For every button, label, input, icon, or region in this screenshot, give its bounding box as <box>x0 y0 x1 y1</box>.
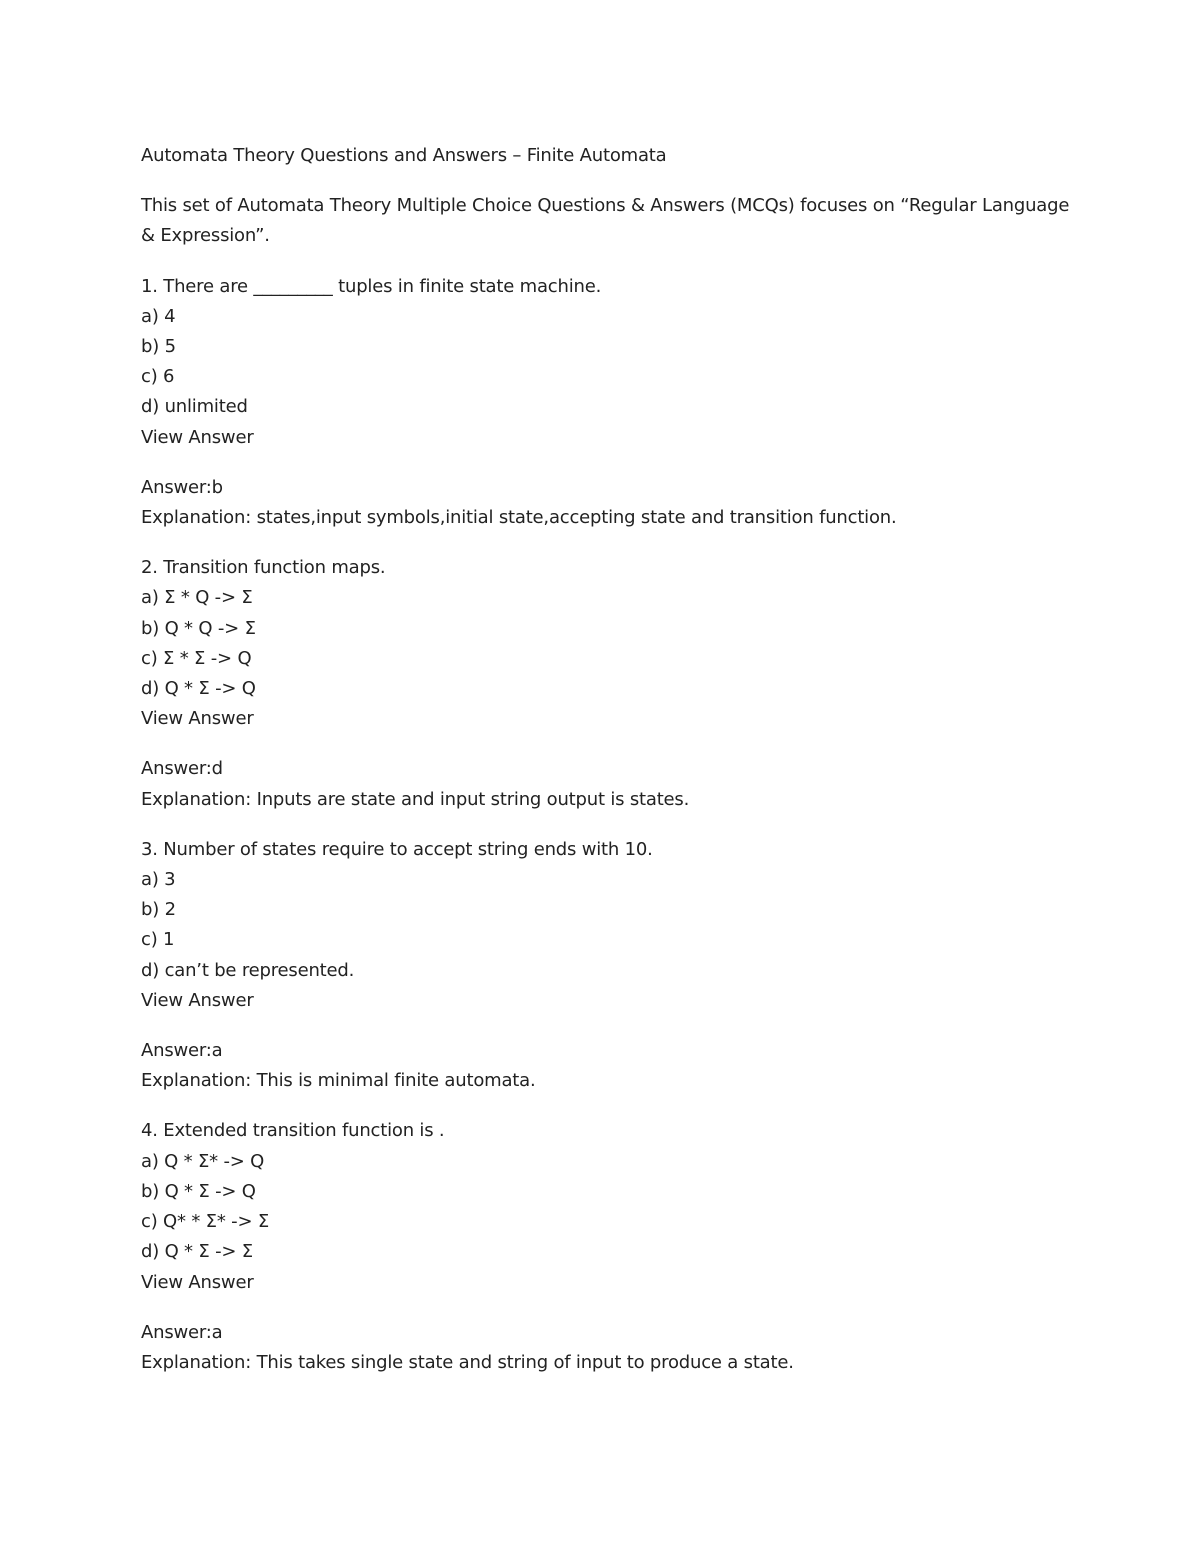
question-block-4 <box>141 1116 1071 1378</box>
option-a: a) Σ * Q -> Σ <box>141 587 253 609</box>
spacer <box>141 171 1071 191</box>
option-d: d) can’t be represented. <box>141 959 355 981</box>
option-a: a) Q * Σ* -> Q <box>141 1150 265 1172</box>
answer-text: Answer:d <box>141 758 223 780</box>
view-answer-link[interactable]: View Answer <box>141 989 254 1011</box>
question-text: 3. Number of states require to accept string ends with 10. <box>141 838 653 860</box>
option-c: c) 6 <box>141 366 175 388</box>
view-answer-link[interactable]: View Answer <box>141 708 254 730</box>
spacer <box>141 252 1071 272</box>
option-c: c) 1 <box>141 929 175 951</box>
spacer <box>141 1298 1071 1318</box>
explanation-text: Explanation: This is minimal finite automata. <box>141 1070 536 1092</box>
option-b: b) 2 <box>141 899 176 921</box>
spacer <box>141 815 1071 835</box>
option-a: a) 3 <box>141 869 176 891</box>
question-text: 2. Transition function maps. <box>141 557 386 579</box>
option-a: a) 4 <box>141 305 176 327</box>
spacer <box>141 453 1071 473</box>
option-d: d) Q * Σ -> Σ <box>141 1241 253 1263</box>
option-c: c) Q* * Σ* -> Σ <box>141 1211 270 1233</box>
explanation-text: Explanation: Inputs are state and input string output is states. <box>141 788 690 810</box>
explanation-text: Explanation: states,input symbols,initial state,accepting state and transition function. <box>141 507 897 529</box>
question-block-1 <box>141 272 1071 534</box>
option-b: b) Q * Σ -> Q <box>141 1180 256 1202</box>
view-answer-link[interactable]: View Answer <box>141 426 254 448</box>
spacer <box>141 533 1071 553</box>
question-text: 1. There are _________ tuples in finite state machine. <box>141 275 602 297</box>
question-text: 4. Extended transition function is . <box>141 1120 445 1142</box>
option-d: d) Q * Σ -> Q <box>141 678 256 700</box>
question-block-2 <box>141 553 1071 815</box>
spacer <box>141 1096 1071 1116</box>
question-block-3 <box>141 835 1071 1097</box>
answer-text: Answer:b <box>141 476 223 498</box>
option-b: b) Q * Q -> Σ <box>141 617 256 639</box>
spacer <box>141 1016 1071 1036</box>
answer-text: Answer:a <box>141 1040 223 1062</box>
spacer <box>141 734 1071 754</box>
document-page <box>141 141 1071 1378</box>
option-b: b) 5 <box>141 336 176 358</box>
document-title: Automata Theory Questions and Answers – Finite Automata <box>141 145 667 166</box>
view-answer-link[interactable]: View Answer <box>141 1271 254 1293</box>
option-c: c) Σ * Σ -> Q <box>141 647 252 669</box>
answer-text: Answer:a <box>141 1321 223 1343</box>
explanation-text: Explanation: This takes single state and string of input to produce a state. <box>141 1351 794 1373</box>
intro-paragraph: This set of Automata Theory Multiple Choice Questions & Answers (MCQs) focuses on “Regular Language & Expression”. <box>141 195 1070 247</box>
option-d: d) unlimited <box>141 396 248 418</box>
